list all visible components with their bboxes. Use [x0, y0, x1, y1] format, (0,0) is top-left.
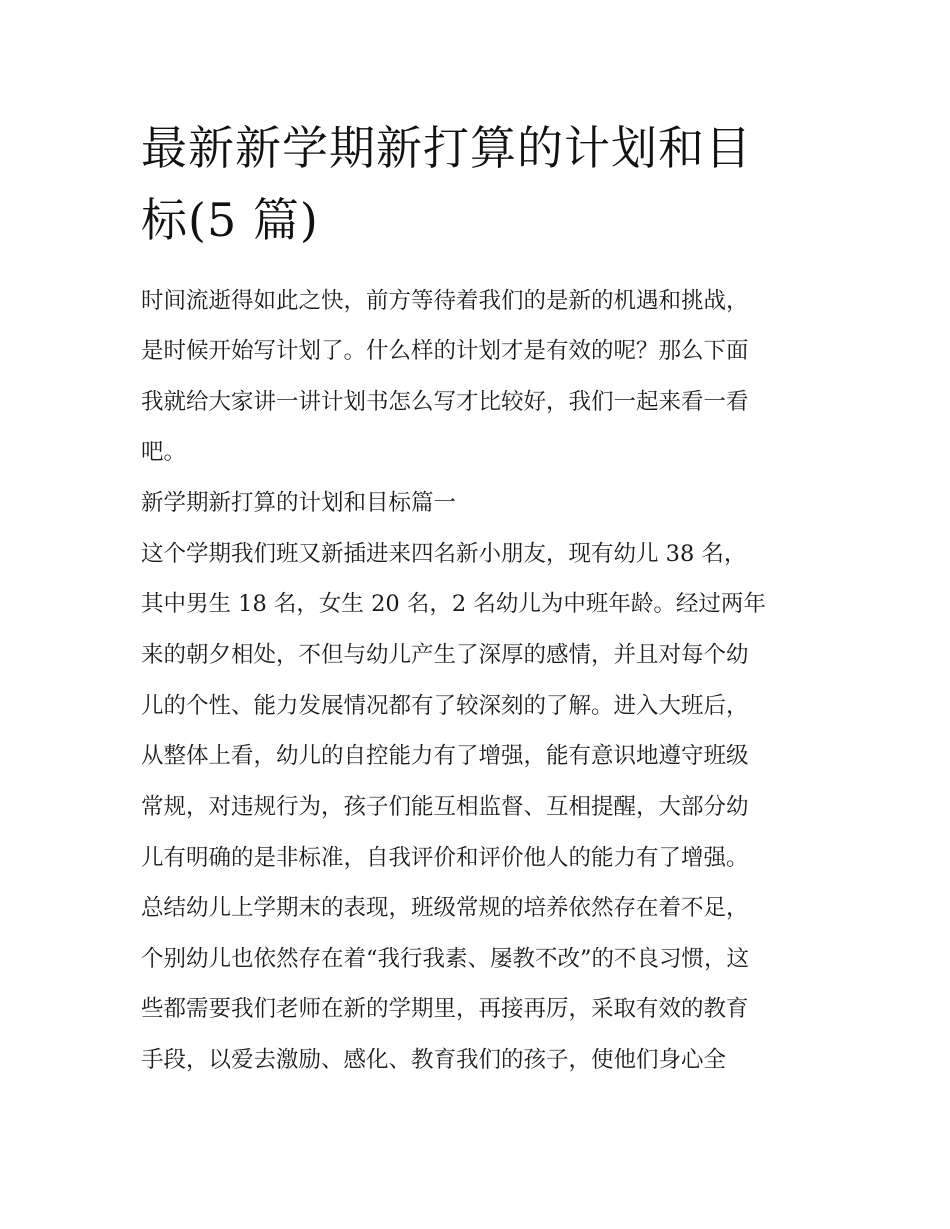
body-line-3: 来的朝夕相处，不但与幼儿产生了深厚的感情，并且对每个幼	[141, 642, 749, 668]
body-line-6: 常规，对违规行为，孩子们能互相监督、互相提醒，大部分幼	[141, 794, 749, 820]
body-line-5: 从整体上看，幼儿的自控能力有了增强，能有意识地遵守班级	[141, 743, 749, 769]
intro-line-4: 吧。	[141, 439, 187, 465]
body-line-9: 个别幼儿也依然存在着“我行我素、屡教不改”的不良习惯，这	[141, 946, 750, 972]
body-line-1: 这个学期我们班又新插进来四名新小朋友，现有幼儿 38 名，	[141, 541, 747, 567]
intro-line-2: 是时候开始写计划了。什么样的计划才是有效的呢？那么下面	[141, 338, 749, 364]
body-line-11: 手段，以爱去激励、感化、教育我们的孩子，使他们身心全	[141, 1047, 727, 1073]
section-heading: 新学期新打算的计划和目标篇一	[141, 490, 457, 516]
body-line-2: 其中男生 18 名，女生 20 名，2 名幼儿为中班年龄。经过两年	[141, 591, 766, 617]
intro-line-1: 时间流逝得如此之快，前方等待着我们的是新的机遇和挑战，	[141, 288, 749, 314]
body-line-4: 儿的个性、能力发展情况都有了较深刻的了解。进入大班后，	[141, 693, 749, 719]
title-line-1: 最新新学期新打算的计划和目	[141, 121, 752, 175]
body-line-8: 总结幼儿上学期末的表现，班级常规的培养依然存在着不足，	[141, 895, 749, 921]
body-line-7: 儿有明确的是非标准，自我评价和评价他人的能力有了增强。	[141, 845, 749, 871]
body-line-10: 些都需要我们老师在新的学期里，再接再厉，采取有效的教育	[141, 996, 749, 1022]
title-line-2: 标(5 篇)	[141, 193, 319, 247]
document-title	[141, 112, 821, 256]
intro-line-3: 我就给大家讲一讲计划书怎么写才比较好，我们一起来看一看	[141, 389, 749, 415]
